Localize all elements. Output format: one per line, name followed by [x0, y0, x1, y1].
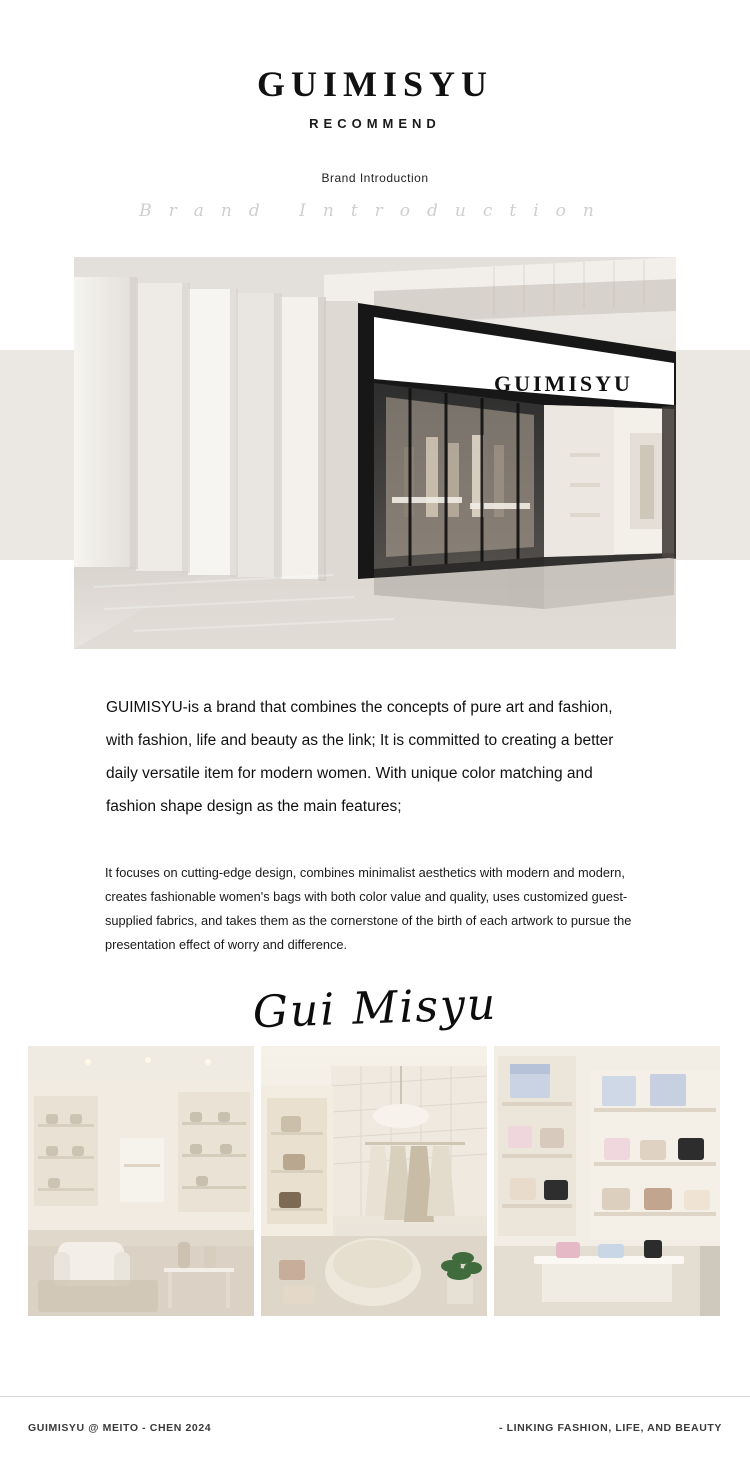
page-footer — [0, 1396, 750, 1458]
section-label: Brand Introduction — [321, 171, 429, 185]
brand-signature: Gui Misyu — [251, 978, 499, 1039]
svg-text:GUIMISYU: GUIMISYU — [494, 371, 633, 396]
gallery-image-handbag-shelves — [494, 1046, 720, 1316]
gallery-image-shoe-display — [28, 1046, 254, 1316]
page-header — [0, 0, 750, 131]
footer-tagline: - LINKING FASHION, LIFE, AND BEAUTY — [498, 1421, 722, 1434]
brand-logo-text: GUIMISYU — [256, 64, 493, 104]
brand-detail-paragraph: It focuses on cutting-edge design, combines minimalist aesthetics with modern and modern, creates fashionable women's bags with both color value and quality, uses customized guest-supplied fabrics, and takes them as the cornerstone of the birth of each artwork to pursue the presentation effect of worry and difference. — [105, 865, 632, 952]
hero-storefront-image — [74, 257, 676, 649]
brand-subtitle: RECOMMEND — [309, 116, 441, 131]
gallery-image-clothing-display — [261, 1046, 487, 1316]
gallery — [28, 1046, 722, 1316]
footer-copyright: GUIMISYU @ MEITO - CHEN 2024 — [28, 1421, 212, 1434]
brand-intro-paragraph: GUIMISYU-is a brand that combines the concepts of pure art and fashion, with fashion, life and beauty as the link; It is committed to creating a better daily versatile item for modern women. With unique color matching and fashion shape design as the main features; — [106, 699, 614, 815]
section-script-label: Brand Introduction — [139, 201, 611, 221]
